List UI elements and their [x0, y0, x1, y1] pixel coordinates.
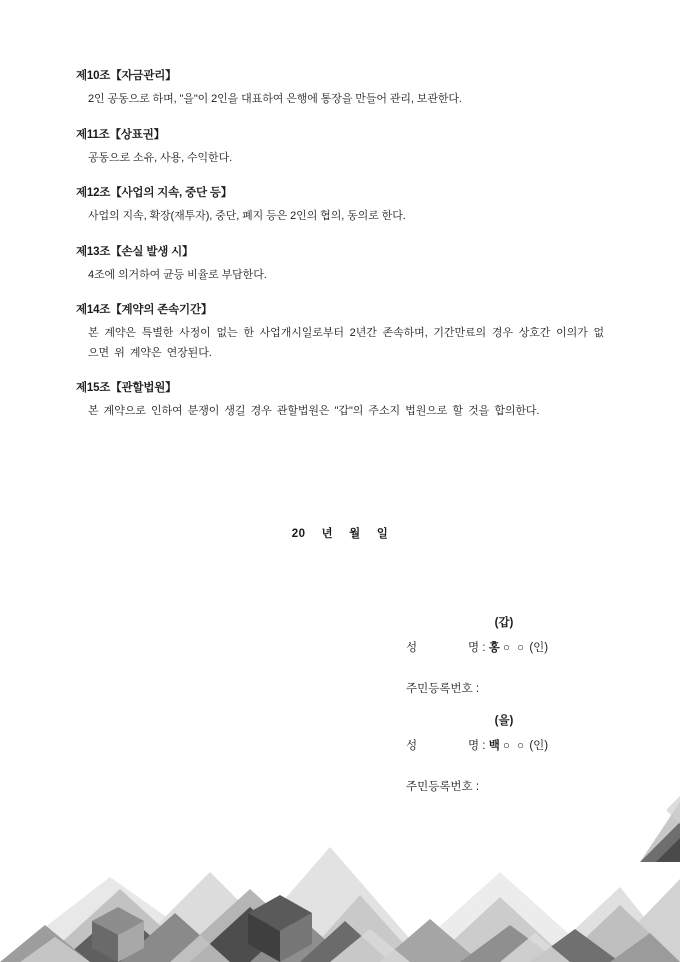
- signature-block-party-b: [406, 712, 606, 794]
- party-a-name-label-second: 명 :: [468, 642, 486, 654]
- party-b-name-label-second: 명 :: [468, 740, 486, 752]
- clause-15: [76, 380, 604, 422]
- clause-12: [76, 185, 604, 227]
- clause-11-body: 공동으로 소유, 사용, 수익한다.: [88, 151, 233, 164]
- date-month-label: 월: [349, 528, 361, 540]
- clause-15-title: 제15조【관할법원】: [76, 381, 177, 394]
- date-day-label: 일: [376, 528, 389, 540]
- party-b-seal-label: (인): [529, 740, 549, 752]
- date-year-label: 년: [321, 528, 334, 540]
- party-a-name-label-first: 성: [406, 642, 418, 654]
- party-b-name: 백: [488, 740, 500, 752]
- clause-13: [76, 244, 604, 286]
- contract-date-line: [76, 525, 604, 541]
- clause-11-title: 제11조【상표권】: [76, 128, 165, 141]
- clause-11: [76, 127, 604, 169]
- party-b-name-circles: ○ ○: [503, 740, 527, 752]
- clause-10-body: 2인 공동으로 하며, "을"이 2인을 대표하여 은행에 통장을 만들어 관리, 보관한다.: [88, 93, 462, 106]
- clause-14-title: 제14조【계약의 존속기간】: [76, 304, 213, 316]
- clause-14-body: 본 계약은 특별한 사정이 없는 한 사업개시일로부터 2년간 존속하며, 기간만료의 경우 상호간 이의가 없으면 위 계약은 연장된다.: [88, 327, 604, 359]
- party-a-name-row: [406, 638, 606, 660]
- party-b-id-label: 주민등록번호 :: [406, 780, 480, 793]
- clause-15-body: 본 계약으로 인하여 분쟁이 생길 경우 관할법원은 "갑"의 주소지 법원으로 할 것을 합의한다.: [88, 405, 540, 417]
- clause-13-body: 4조에 의거하여 균등 비율로 부담한다.: [88, 268, 267, 281]
- clause-13-title: 제13조【손실 발생 시】: [76, 245, 194, 258]
- party-b-role-label: (을): [494, 715, 514, 727]
- clause-12-body: 사업의 지속, 확장(재투자), 중단, 폐지 등은 2인의 협의, 동의로 한다.: [88, 210, 406, 223]
- clause-12-title: 제12조【사업의 지속, 중단 등】: [76, 187, 233, 199]
- signature-block-party-a: [406, 614, 606, 696]
- document-body: [76, 68, 604, 793]
- date-year-value: 20: [291, 528, 306, 540]
- clause-10: [76, 68, 604, 110]
- clause-10-title: 제10조【자금관리】: [76, 70, 177, 82]
- party-a-name-circles: ○ ○: [503, 642, 527, 654]
- footer-decoration: [0, 817, 680, 962]
- party-a-name: 홍: [488, 642, 500, 654]
- clause-14: [76, 302, 604, 363]
- party-a-seal-label: (인): [529, 642, 549, 654]
- party-a-role-label: (갑): [494, 617, 514, 629]
- party-b-name-label-first: 성: [406, 740, 418, 752]
- party-b-name-row: [406, 736, 606, 758]
- party-a-id-label: 주민등록번호 :: [406, 682, 480, 695]
